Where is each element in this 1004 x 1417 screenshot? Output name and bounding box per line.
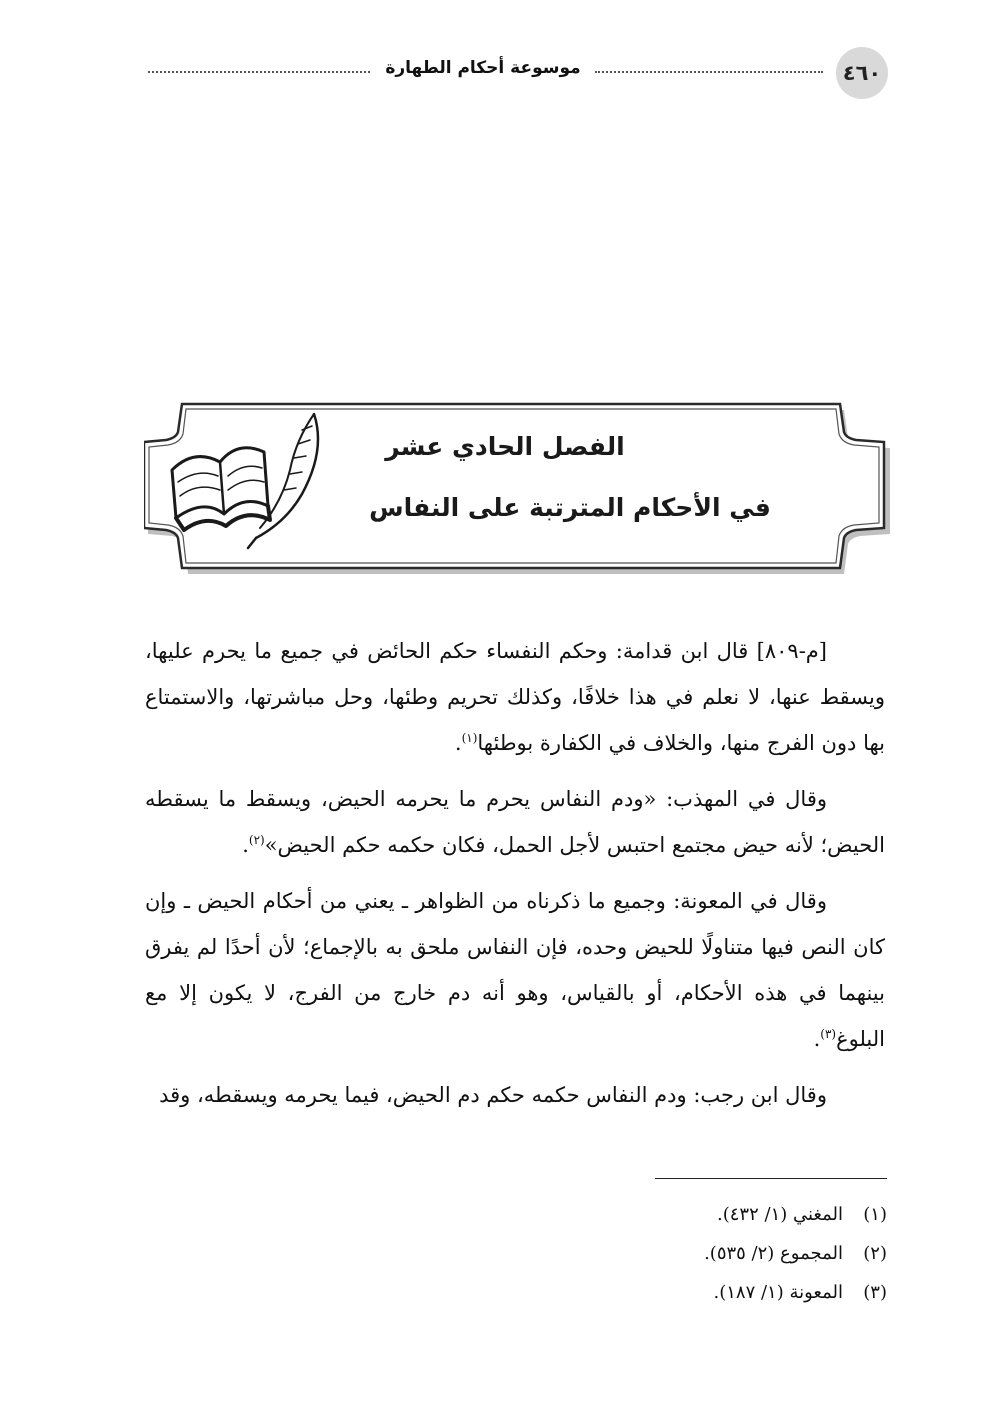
body-text: [145, 628, 885, 1128]
footnote-ref[interactable]: (٣): [820, 1027, 837, 1041]
footnote-item: (١)المغني (١/ ٤٣٢).: [717, 1204, 887, 1225]
chapter-subtitle: في الأحكام المترتبة على النفاس: [369, 493, 771, 522]
paragraph: [م-٨٠٩] قال ابن قدامة: وحكم النفساء حكم الحائض في جميع ما يحرم عليها، ويسقط عنها، لا نعلم في هذا خلافًا، وكذلك تحريم وطئها، وحل مباشرتها، والاستمتاع بها دون الفرج منها، والخلاف في الكفارة بوطئها$^{(١)}$.: [145, 639, 885, 755]
running-title: موسوعة أحكام الطهارة: [385, 58, 581, 78]
footnotes: [600, 1195, 887, 1312]
chapter-title: الفصل الحادي عشر: [385, 432, 625, 461]
paragraph: وقال في المعونة: وجميع ما ذكرناه من الظواهر ـ يعني من أحكام الحيض ـ وإن كان النص فيها متناولًا للحيض وحده، فإن النفاس ملحق به بالإجماع؛ لأن أحدًا لم يفرق بينهما في هذه الأحكام، أو بالقياس، وهو أنه دم خارج من الفرج، لا يكون إلا مع البلوغ$^{(٣)}$.: [145, 889, 885, 1051]
paragraph: وقال في المهذب: «ودم النفاس يحرم ما يحرمه الحيض، ويسقط ما يسقطه الحيض؛ لأنه حيض مجتمع احتبس لأجل الحمل، فكان حكمه حكم الحيض»$^{(٢)}$.: [145, 787, 885, 857]
footnote-ref[interactable]: (٢): [248, 833, 265, 847]
footnote-item: (٢)المجموع (٢/ ٥٣٥).: [704, 1243, 887, 1264]
paragraph: وقال ابن رجب: ودم النفاس حكمه حكم دم الحيض، فيما يحرمه ويسقطه، وقد: [159, 1083, 827, 1107]
page-number: ٤٦٠: [836, 47, 888, 99]
footnote-item: (٣)المعونة (١/ ١٨٧).: [713, 1282, 887, 1303]
header-dotted-rule-left: [148, 71, 370, 73]
footnote-separator: [655, 1178, 887, 1179]
chapter-frame: [144, 402, 890, 580]
footnote-ref[interactable]: (١): [461, 731, 478, 745]
header-dotted-rule-right: [595, 71, 823, 73]
